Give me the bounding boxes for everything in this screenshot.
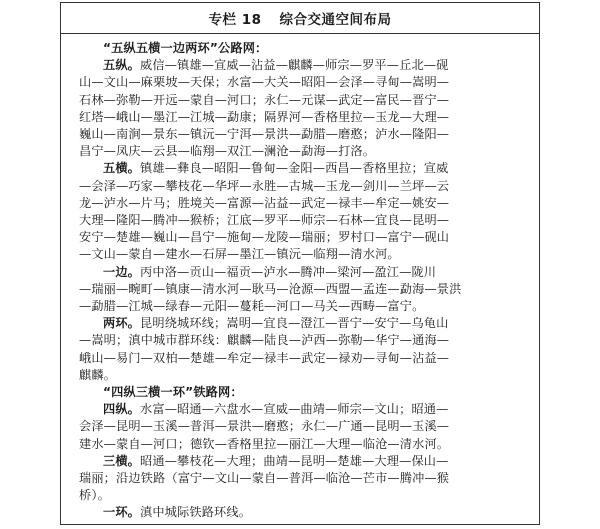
text-line <box>79 453 525 470</box>
line-text: 昆明绕城环线；嵩明—宜良—澄江—晋宁—安宁—乌龟山 <box>140 316 449 331</box>
line-text: 山—文山—麻栗坡—天保；水富—大关—昭阳—会泽—寻甸—嵩明— <box>79 75 450 90</box>
text-line <box>79 315 525 332</box>
line-text: —勐腊—江城—绿春—元阳—蔓耗—河口—马关—西畴—富宁。 <box>79 299 425 314</box>
text-line <box>79 350 525 367</box>
text-line <box>79 143 525 160</box>
line-text: —嵩明；滇中城市群环线：麒麟—陆良—泸西—弥勒—华宁—通海— <box>79 333 450 348</box>
line-lead: 一边。 <box>103 264 141 279</box>
text-line <box>79 418 525 435</box>
text-line <box>79 384 525 401</box>
line-lead: 三横。 <box>103 453 141 468</box>
line-text: 桥）。 <box>79 488 110 503</box>
text-line <box>79 212 525 229</box>
text-line <box>79 109 525 126</box>
line-text: 水富—昭通—六盘水—宣威—曲靖—师宗—文山；昭通— <box>140 402 449 417</box>
text-line <box>79 74 525 91</box>
line-text: 建水—蒙自—河口；德钦—香格里拉—丽江—大理—临沧—清水河。 <box>79 436 450 451</box>
line-text: 威信—镇雄—宣威—沾益—麒麟—师宗—罗平—丘北—砚 <box>140 58 449 73</box>
text-line <box>79 367 525 384</box>
text-line <box>79 332 525 349</box>
line-text: 丙中洛—贡山—福贡—泸水—腾冲—梁河—盈江—陇川 <box>140 264 437 279</box>
line-lead: “四纵三横一环”铁路网： <box>103 385 243 400</box>
line-text: 大理—隆阳—腾冲—猴桥；江底—罗平—师宗—石林—宜良—昆明— <box>79 213 450 228</box>
line-text: 龙—泸水—片马；胜境关—富源—沾益—武定—禄丰—牟定—姚安— <box>79 195 450 210</box>
line-lead: 五横。 <box>103 161 141 176</box>
line-text: —会泽—巧家—攀枝花—华坪—永胜—古城—玉龙—剑川—兰坪—云 <box>79 178 450 193</box>
line-lead: 五纵。 <box>103 58 141 73</box>
line-lead: 四纵。 <box>103 402 141 417</box>
line-lead: “五纵五横一边两环”公路网： <box>103 41 268 55</box>
line-text: 瑞丽；沿边铁路（富宁—文山—蒙自—普洱—临沧—芒市—腾冲—猴 <box>79 471 450 486</box>
text-line <box>79 436 525 453</box>
text-line <box>79 281 525 298</box>
text-line <box>79 178 525 195</box>
text-line <box>79 264 525 281</box>
line-text: 巍山—南涧—景东—镇沅—宁洱—景洪—勐腊—磨憨；泸水—隆阳— <box>79 127 450 142</box>
line-text: 安宁—楚雄—巍山—昌宁—施甸—龙陵—瑞丽；罗村口—富宁—砚山 <box>79 230 450 245</box>
line-text: —文山—蒙自—建水—石屏—墨江—镇沅—临翔—清水河。 <box>79 247 400 262</box>
text-line <box>79 229 525 246</box>
line-text: 峨山—易门—双柏—楚雄—牟定—禄丰—武定—禄劝—寻甸—沾益— <box>79 350 450 365</box>
line-lead: 一环。 <box>103 505 141 520</box>
line-text: 昭通—攀枝花—大理；曲靖—昆明—楚雄—大理—保山— <box>140 453 449 468</box>
text-line <box>79 470 525 487</box>
text-line <box>79 401 525 418</box>
text-line <box>79 504 525 521</box>
line-text: 镇雄—彝良—昭阳—鲁甸—金阳—西昌—香格里拉；宣威 <box>140 161 449 176</box>
text-line <box>79 126 525 143</box>
line-text: 红塔—峨山—墨江—江城—勐康；隔界河—香格里拉—玉龙—大理— <box>79 109 450 124</box>
line-text: 昌宁—凤庆—云县—临翔—双江—澜沧—勐海—打洛。 <box>79 144 376 159</box>
line-text: 麒麟。 <box>79 367 117 382</box>
text-line <box>79 40 525 57</box>
column-box <box>60 2 540 525</box>
text-line <box>79 92 525 109</box>
text-line <box>79 57 525 74</box>
line-text: 石林—弥勒—开远—蒙自—河口；永仁—元谋—武定—富民—晋宁— <box>79 92 450 107</box>
line-text: 滇中城际铁路环线。 <box>140 505 252 520</box>
text-line <box>79 246 525 263</box>
column-body <box>79 40 525 522</box>
column-number: 专栏 18 <box>208 12 262 28</box>
text-line <box>79 195 525 212</box>
column-title: 综合交通空间布局 <box>279 12 392 28</box>
text-line <box>79 160 525 177</box>
line-lead: 两环。 <box>103 316 141 331</box>
line-text: —瑞丽—畹町—镇康—清水河—耿马—沧源—西盟—孟连—勐海—景洪 <box>79 281 462 296</box>
text-line <box>79 487 525 504</box>
column-header <box>61 3 539 34</box>
text-line <box>79 298 525 315</box>
line-text: 会泽—昆明—玉溪—普洱—景洪—磨憨；永仁—广通—昆明—玉溪— <box>79 419 450 434</box>
